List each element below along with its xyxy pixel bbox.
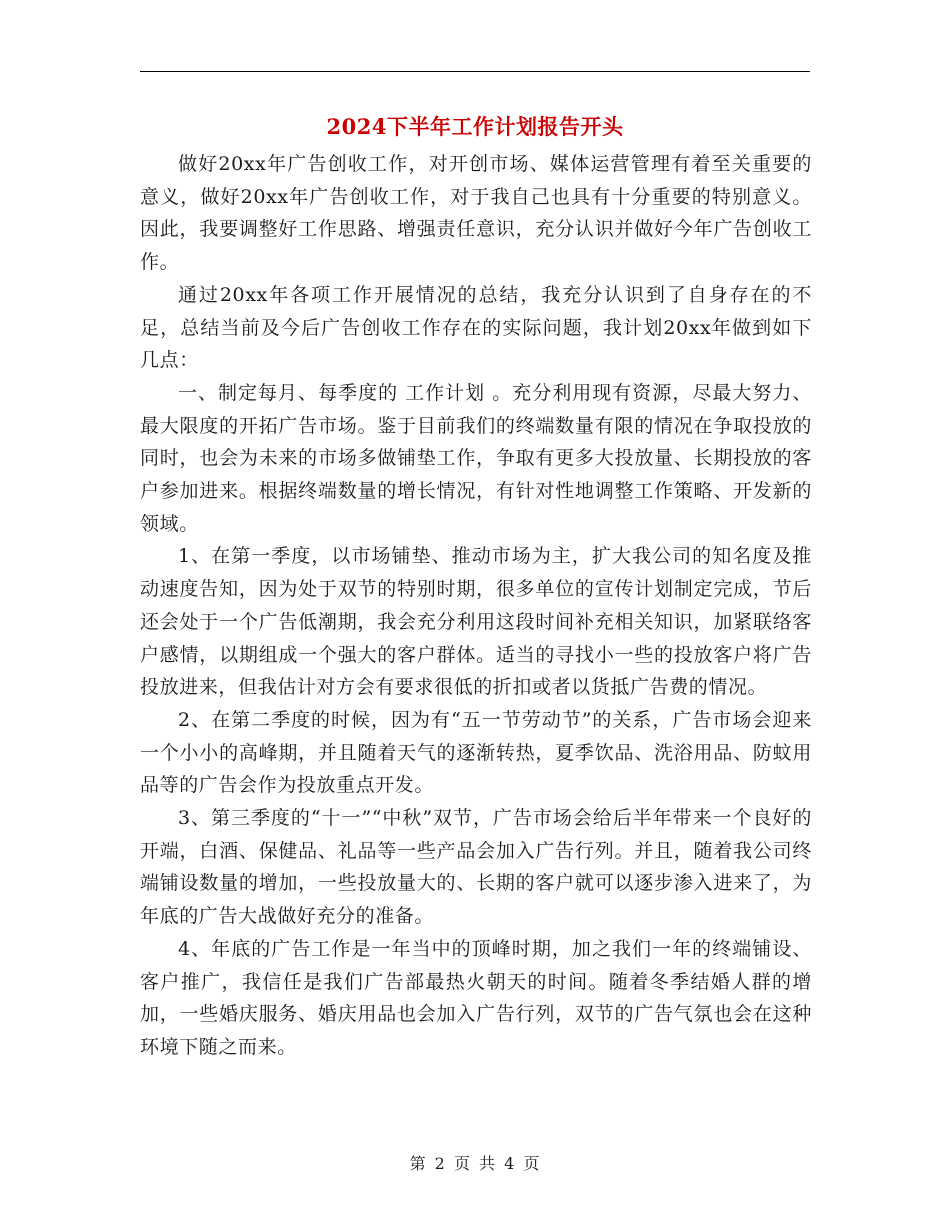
- document-title: 2024下半年工作计划报告开头: [326, 114, 624, 139]
- page-number-footer: 第 2 页 共 4 页: [409, 1154, 541, 1173]
- header-rule: [140, 71, 810, 72]
- paragraph-plan-one: 一、制定每月、每季度的 工作计划 。充分利用现有资源，尽最大努力、最大限度的开拓广告市场。鉴于目前我们的终端数量有限的情况在争取投放的同时，也会为未来的市场多做铺垫工作，争取有更多大投放量、长期投放的客户参加进来。根据终端数量的增长情况，有针对性地调整工作策略、开发新的领域。: [140, 381, 812, 535]
- paragraph-summary: 通过20xx年各项工作开展情况的总结，我充分认识到了自身存在的不足，总结当前及今后广告创收工作存在的实际问题，我计划20xx年做到如下几点：: [140, 283, 812, 372]
- paragraph-q2: 2、在第二季度的时候，因为有“五一节劳动节”的关系，广告市场会迎来一个小小的高峰期，并且随着天气的逐渐转热，夏季饮品、洗浴用品、防蚊用品等的广告会作为投放重点开发。: [140, 708, 812, 797]
- paragraph-q3: 3、第三季度的“十一”“中秋”双节，广告市场会给后半年带来一个良好的开端，白酒、保健品、礼品等一些产品会加入广告行列。并且，随着我公司终端铺设数量的增加，一些投放量大的、长期的客户就可以逐步渗入进来了，为年底的广告大战做好充分的准备。: [140, 807, 812, 928]
- document-body: [140, 148, 812, 1064]
- paragraph-intro: 做好20xx年广告创收工作，对开创市场、媒体运营管理有着至关重要的意义，做好20xx年广告创收工作，对于我自己也具有十分重要的特别意义。因此，我要调整好工作思路、增强责任意识，充分认识并做好今年广告创收工作。: [140, 153, 812, 274]
- paragraph-q1: 1、在第一季度，以市场铺垫、推动市场为主，扩大我公司的知名度及推动速度告知，因为处于双节的特别时期，很多单位的宣传计划制定完成，节后还会处于一个广告低潮期，我会充分利用这段时间补充相关知识，加紧联络客户感情，以期组成一个强大的客户群体。适当的寻找小一些的投放客户将广告投放进来，但我估计对方会有要求很低的折扣或者以货抵广告费的情况。: [140, 545, 812, 699]
- paragraph-q4: 4、年底的广告工作是一年当中的顶峰时期，加之我们一年的终端铺设、客户推广，我信任是我们广告部最热火朝天的时间。随着冬季结婚人群的增加，一些婚庆服务、婚庆用品也会加入广告行列，双节的广告气氛也会在这种环境下随之而来。: [140, 937, 812, 1058]
